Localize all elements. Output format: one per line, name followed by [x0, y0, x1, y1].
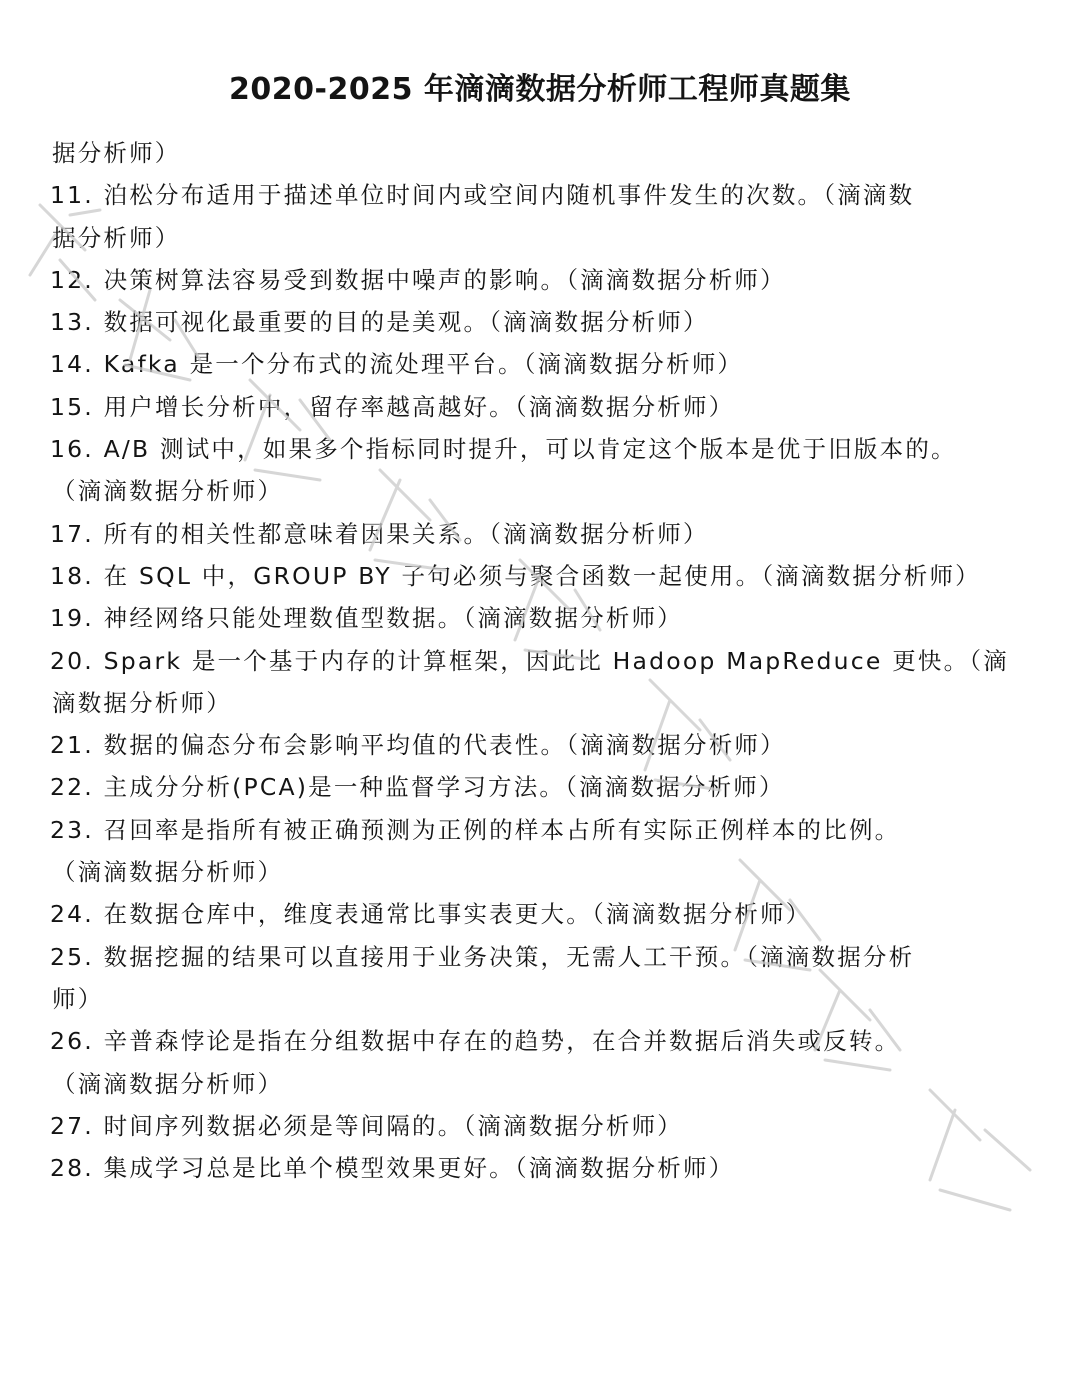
question-line: 据分析师）	[52, 139, 181, 167]
question-line: 师）	[52, 984, 104, 1013]
question-line: 16. A/B 测试中，如果多个指标同时提升，可以肯定这个版本是优于旧版本的。	[50, 435, 957, 464]
question-line: 13. 数据可视化最重要的目的是美观。（滴滴数据分析师）	[50, 308, 709, 337]
question-line: 24. 在数据仓库中，维度表通常比事实表更大。（滴滴数据分析师）	[50, 900, 812, 929]
question-line: 25. 数据挖掘的结果可以直接用于业务决策，无需人工干预。（滴滴数据分析	[50, 942, 915, 971]
question-line: 17. 所有的相关性都意味着因果关系。（滴滴数据分析师）	[50, 519, 709, 548]
question-line: 滴数据分析师）	[52, 688, 232, 717]
question-list	[50, 132, 1060, 1189]
question-line: 15. 用户增长分析中，留存率越高越好。（滴滴数据分析师）	[50, 392, 735, 421]
question-line: 26. 辛普森悖论是指在分组数据中存在的趋势，在合并数据后消失或反转。	[50, 1027, 901, 1056]
question-line: 27. 时间序列数据必须是等间隔的。（滴滴数据分析师）	[50, 1111, 683, 1140]
question-line: 21. 数据的偏态分布会影响平均值的代表性。（滴滴数据分析师）	[50, 731, 786, 760]
question-line: 12. 决策树算法容易受到数据中噪声的影响。（滴滴数据分析师）	[50, 265, 786, 294]
question-line: 22. 主成分分析(PCA)是一种监督学习方法。（滴滴数据分析师）	[50, 773, 785, 802]
question-line: 28. 集成学习总是比单个模型效果更好。（滴滴数据分析师）	[50, 1154, 735, 1183]
question-line: （滴滴数据分析师）	[52, 1069, 284, 1098]
question-line: 11. 泊松分布适用于描述单位时间内或空间内随机事件发生的次数。（滴滴数	[50, 181, 915, 210]
question-line: （滴滴数据分析师）	[52, 477, 284, 506]
question-line: 23. 召回率是指所有被正确预测为正例的样本占所有实际正例样本的比例。	[50, 815, 901, 844]
question-line: 19. 神经网络只能处理数值型数据。（滴滴数据分析师）	[50, 604, 683, 633]
page-title: 2020-2025 年滴滴数据分析师工程师真题集	[229, 72, 851, 107]
question-line: 18. 在 SQL 中，GROUP BY 子句必须与聚合函数一起使用。（滴滴数据分析师）	[50, 561, 981, 590]
question-line: 14. Kafka 是一个分布式的流处理平台。（滴滴数据分析师）	[50, 350, 744, 379]
question-line: 据分析师）	[52, 223, 181, 252]
question-line: 20. Spark 是一个基于内存的计算框架，因此比 Hadoop MapReduce 更快。（滴	[50, 646, 1009, 675]
question-line: （滴滴数据分析师）	[52, 858, 284, 887]
